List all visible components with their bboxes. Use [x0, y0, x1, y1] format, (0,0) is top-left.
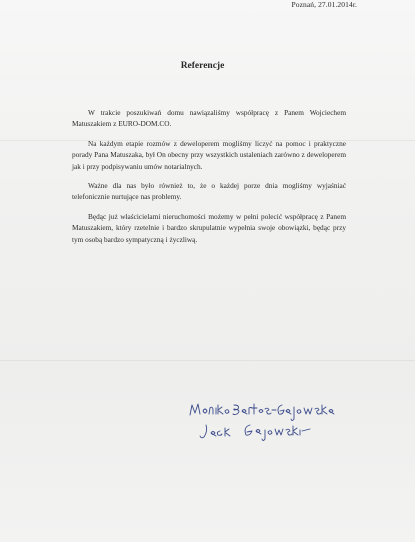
paragraph: Na każdym etapie rozmów z deweloperem mogliśmy liczyć na pomoc i praktyczne porady Pana Matuszaka, był On obecny przy wszystkich ustaleniach zarówno z deweloperem jak i przy podpisywaniu umów notarialnych. [72, 138, 346, 171]
paragraph: W trakcie poszukiwań domu nawiązaliśmy współpracę z Panem Wojciechem Matuszakiem z EURO-DOM.CO. [72, 108, 346, 129]
paragraph: Ważne dla nas było również to, że o każdej porze dnia mogliśmy wyjaśniać telefonicznie nurtujące nas problemy. [72, 181, 346, 202]
date-line: Poznań, 27.01.2014r. [291, 0, 357, 9]
signature-image [186, 395, 356, 455]
paper-fold-line [0, 360, 415, 361]
letter-title: Referencje [180, 61, 225, 71]
letter-body [72, 107, 346, 253]
handwritten-signatures [186, 395, 356, 455]
paragraph: Będąc już właścicielami nieruchomości możemy w pełni polecić współpracę z Panem Matuszakiem, który rzetelnie i bardzo skrupulatnie wypełnia swoje obowiązki, będąc przy tym osobą bardzo sympatyczną i życzliwą. [72, 211, 346, 244]
